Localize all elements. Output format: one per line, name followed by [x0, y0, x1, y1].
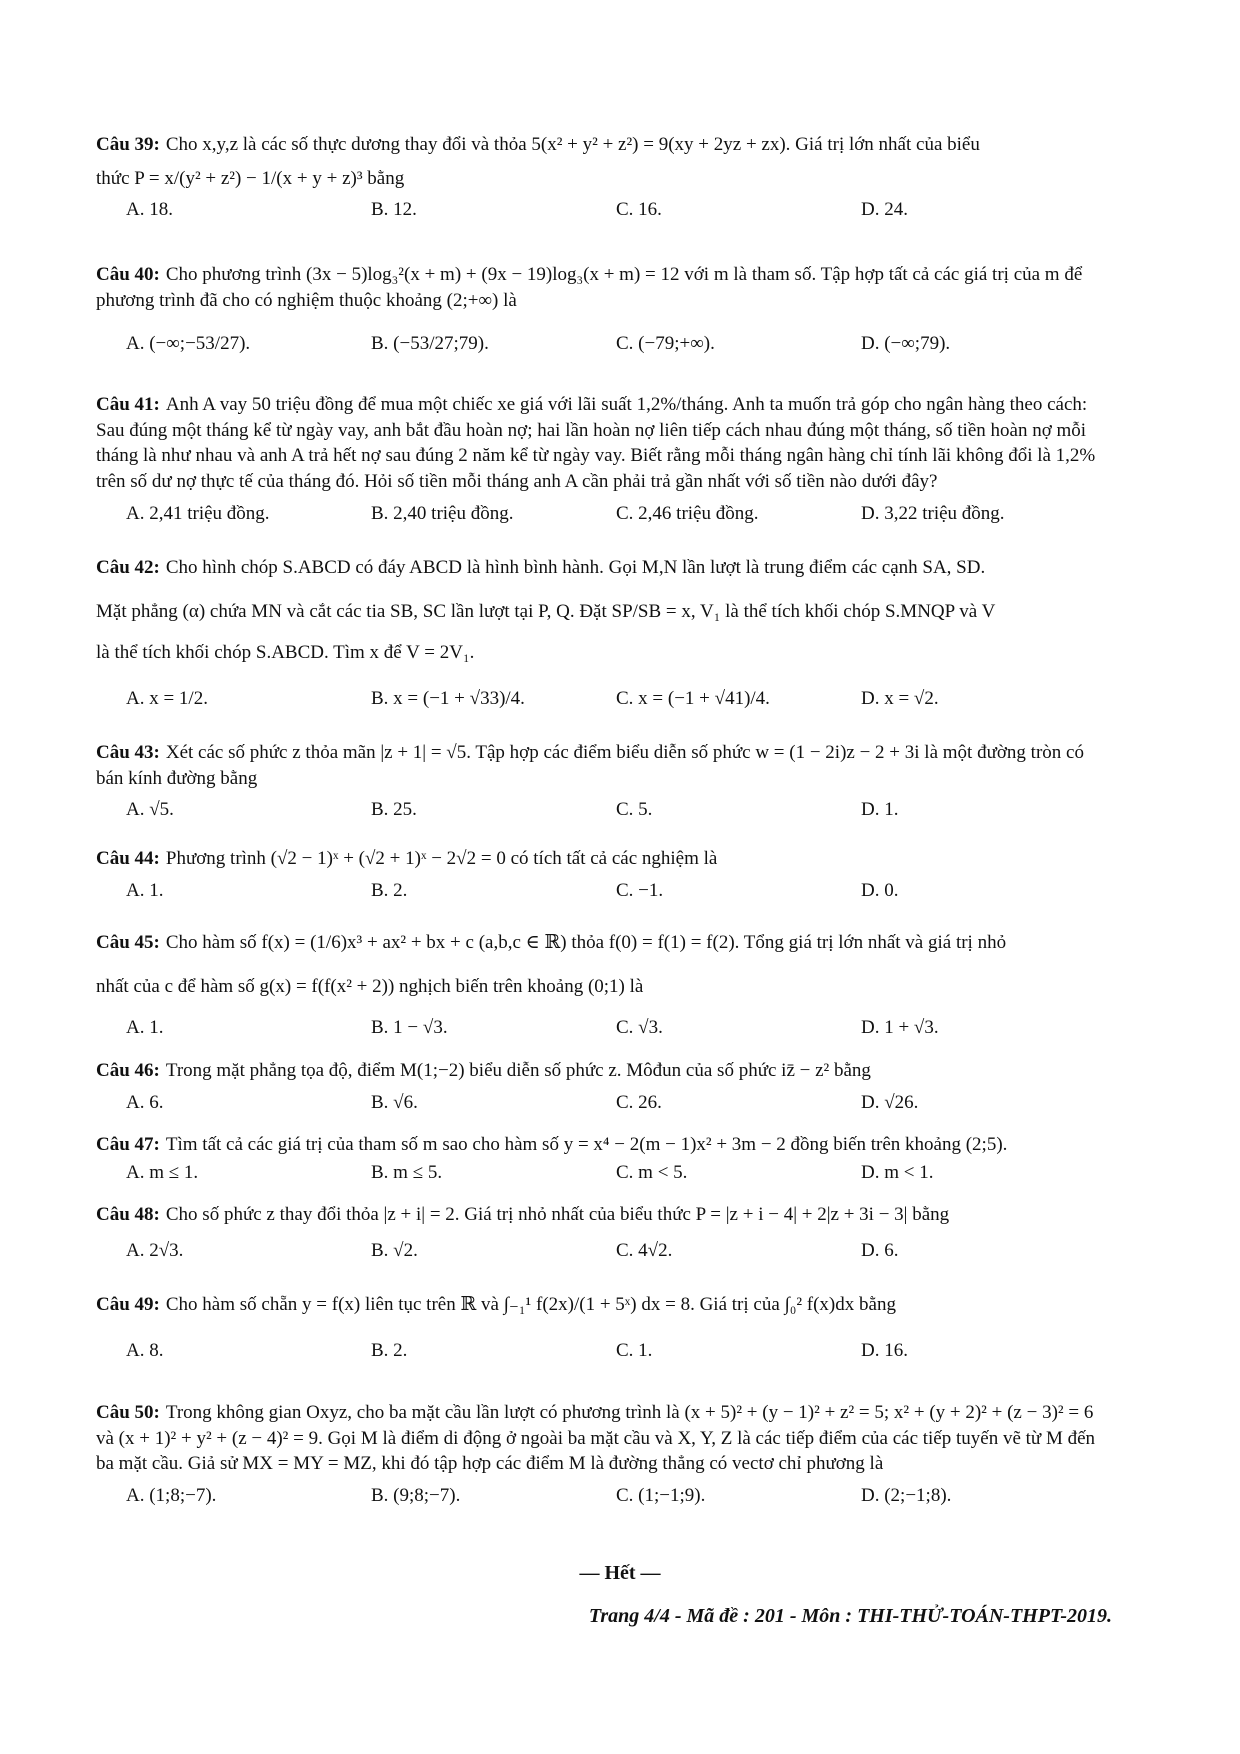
answer-options: [96, 686, 1106, 712]
question-text: Trong mặt phẳng tọa độ, điểm M(1;−2) biểu diễn số phức z. Môđun của số phức iz̄ − z² bằng: [165, 1060, 871, 1081]
question-42: [96, 555, 1106, 712]
question-text: Cho x,y,z là các số thực dương thay đổi và thỏa 5(x² + y² + z²) = 9(xy + 2yz + zx). Giá trị lớn nhất của biểu: [165, 134, 980, 155]
option-d: D. x = √2.: [861, 687, 939, 709]
question-label: Câu 43:: [96, 742, 160, 763]
question-label: Câu 42:: [96, 557, 160, 578]
question-45: [96, 930, 1106, 1041]
option-b: B. 2.: [371, 1339, 408, 1361]
question-39: [96, 132, 1106, 223]
option-c: C. m < 5.: [616, 1161, 688, 1183]
option-d: D. (2;−1;8).: [861, 1484, 952, 1506]
question-43: [96, 740, 1106, 823]
option-b: B. √2.: [371, 1239, 418, 1261]
question-text: Xét các số phức z thỏa mãn |z + 1| = √5. Tập hợp các điểm biểu diễn số phức w = (1 − 2i)z − 2 + 3i là một đường tròn có bán kính đường bằng: [96, 742, 1084, 789]
question-text: Cho số phức z thay đổi thỏa |z + i| = 2. Giá trị nhỏ nhất của biểu thức P = |z + i − 4| + 2|z + 3i − 3| bằng: [165, 1204, 950, 1225]
answer-options: [96, 878, 1106, 904]
question-label: Câu 41:: [96, 394, 160, 415]
answer-options: [96, 1015, 1106, 1041]
end-marker: — Hết —: [579, 1562, 661, 1584]
option-b: B. √6.: [371, 1091, 418, 1113]
answer-options: [96, 1338, 1106, 1364]
option-d: D. 1.: [861, 799, 899, 821]
option-d: D. 0.: [861, 879, 899, 901]
question-text-continued: Mặt phẳng (α) chứa MN và cắt các tia SB, SC lần lượt tại P, Q. Đặt SP/SB = x, V₁ là thể tích khối chóp S.MNQP và V: [96, 600, 996, 622]
option-a: A. (−∞;−53/27).: [126, 333, 251, 355]
question-text: Tìm tất cả các giá trị của tham số m sao cho hàm số y = x⁴ − 2(m − 1)x² + 3m − 2 đồng biến trên khoảng (2;5).: [165, 1134, 1008, 1155]
option-d: D. m < 1.: [861, 1161, 934, 1183]
option-b: B. m ≤ 5.: [371, 1161, 443, 1183]
answer-options: [96, 1483, 1106, 1509]
option-d: D. 16.: [861, 1339, 908, 1361]
option-d: D. (−∞;79).: [861, 333, 951, 355]
option-a: A. m ≤ 1.: [126, 1161, 199, 1183]
question-text: Cho phương trình (3x − 5)log₃²(x + m) + (9x − 19)log₃(x + m) = 12 với m là tham số. Tập hợp tất cả các giá trị của m để phương trình đã cho có nghiệm thuộc khoảng (2;+∞) là: [96, 264, 1083, 311]
question-label: Câu 50:: [96, 1402, 160, 1423]
option-c: C. x = (−1 + √41)/4.: [616, 687, 770, 709]
question-label: Câu 49:: [96, 1294, 160, 1315]
question-text: Anh A vay 50 triệu đồng để mua một chiếc xe giá với lãi suất 1,2%/tháng. Anh ta muốn trả góp cho ngân hàng theo cách: Sau đúng một tháng kể từ ngày vay, anh bắt đầu hoàn nợ; hai lần hoàn nợ liên tiếp cách nhau đúng một tháng, số tiền hoàn nợ mỗi tháng là như nhau và anh A trả hết nợ sau đúng 2 năm kể từ ngày vay. Biết rằng mỗi tháng ngân hàng chỉ tính lãi không đổi là 1,2% trên số dư nợ thực tế của tháng đó. Hỏi số tiền mỗi tháng anh A cần phải trả gần nhất với số tiền nào dưới đây?: [96, 394, 1096, 492]
question-label: Câu 46:: [96, 1060, 160, 1081]
option-c: C. (1;−1;9).: [616, 1484, 706, 1506]
question-label: Câu 45:: [96, 932, 160, 953]
answer-options: [96, 1238, 1106, 1264]
option-a: A. 18.: [126, 199, 173, 221]
option-b: B. 1 − √3.: [371, 1017, 448, 1039]
question-text-continued: nhất của c để hàm số g(x) = f(f(x² + 2)) nghịch biến trên khoảng (0;1) là: [96, 975, 644, 997]
option-c: C. √3.: [616, 1017, 663, 1039]
question-text: Cho hàm số chẵn y = f(x) liên tục trên ℝ và ∫₋₁¹ f(2x)/(1 + 5ˣ) dx = 8. Giá trị của ∫₀² f(x)dx bằng: [165, 1294, 896, 1315]
page-footer: Trang 4/4 - Mã đề : 201 - Môn : THI-THỬ-TOÁN-THPT-2019.: [588, 1605, 1112, 1627]
answer-options: [96, 331, 1106, 357]
option-d: D. 3,22 triệu đồng.: [861, 502, 1005, 524]
option-a: A. (1;8;−7).: [126, 1484, 217, 1506]
question-text: Cho hàm số f(x) = (1/6)x³ + ax² + bx + c (a,b,c ∈ ℝ) thỏa f(0) = f(1) = f(2). Tổng giá trị lớn nhất và giá trị nhỏ: [165, 932, 1007, 953]
question-label: Câu 47:: [96, 1134, 160, 1155]
option-a: A. 2√3.: [126, 1239, 184, 1261]
question-label: Câu 40:: [96, 264, 160, 285]
question-label: Câu 44:: [96, 848, 160, 869]
answer-options: [96, 197, 1106, 223]
question-label: Câu 39:: [96, 134, 160, 155]
question-text: Cho hình chóp S.ABCD có đáy ABCD là hình bình hành. Gọi M,N lần lượt là trung điểm các cạnh SA, SD.: [165, 557, 986, 578]
question-46: [96, 1058, 1106, 1115]
option-a: A. 6.: [126, 1091, 164, 1113]
option-b: B. (−53/27;79).: [371, 333, 489, 355]
option-c: C. (−79;+∞).: [616, 333, 715, 355]
option-d: D. √26.: [861, 1091, 919, 1113]
question-49: [96, 1292, 1106, 1363]
question-41: [96, 392, 1106, 526]
option-b: B. x = (−1 + √33)/4.: [371, 687, 525, 709]
option-c: C. −1.: [616, 879, 664, 901]
question-48: [96, 1202, 1106, 1263]
option-a: A. 2,41 triệu đồng.: [126, 502, 270, 524]
question-40: [96, 262, 1106, 357]
option-d: D. 6.: [861, 1239, 899, 1261]
answer-options: [96, 1160, 1106, 1186]
option-c: C. 2,46 triệu đồng.: [616, 502, 759, 524]
question-47: [96, 1132, 1106, 1185]
option-c: C. 5.: [616, 799, 653, 821]
option-b: B. 25.: [371, 799, 417, 821]
option-a: A. 1.: [126, 1017, 164, 1039]
option-b: B. 2,40 triệu đồng.: [371, 502, 514, 524]
answer-options: [96, 797, 1106, 823]
question-label: Câu 48:: [96, 1204, 160, 1225]
option-a: A. x = 1/2.: [126, 687, 208, 709]
option-c: C. 26.: [616, 1091, 662, 1113]
option-a: A. 1.: [126, 879, 164, 901]
option-b: B. (9;8;−7).: [371, 1484, 461, 1506]
option-b: B. 12.: [371, 199, 417, 221]
option-a: A. √5.: [126, 799, 174, 821]
option-c: C. 4√2.: [616, 1239, 673, 1261]
question-text: Trong không gian Oxyz, cho ba mặt cầu lần lượt có phương trình là (x + 5)² + (y − 1)² + z² = 5; x² + (y + 2)² + (z − 3)² = 6 và (x + 1)² + y² + (z − 4)² = 9. Gọi M là điểm di động ở ngoài ba mặt cầu và X, Y, Z là các tiếp điểm của các tiếp tuyến vẽ từ M đến ba mặt cầu. Giả sử MX = MY = MZ, khi đó tập hợp các điểm M là đường thẳng có vectơ chỉ phương là: [96, 1402, 1096, 1475]
question-50: [96, 1400, 1106, 1509]
question-text: Phương trình (√2 − 1)ˣ + (√2 + 1)ˣ − 2√2 = 0 có tích tất cả các nghiệm là: [165, 848, 718, 869]
question-44: [96, 846, 1106, 903]
option-c: C. 16.: [616, 199, 662, 221]
option-b: B. 2.: [371, 879, 408, 901]
question-text-continued-2: là thể tích khối chóp S.ABCD. Tìm x để V = 2V₁.: [96, 642, 475, 664]
option-d: D. 1 + √3.: [861, 1017, 939, 1039]
option-d: D. 24.: [861, 199, 908, 221]
question-text-continued: thức P = x/(y² + z²) − 1/(x + y + z)³ bằng: [96, 167, 405, 189]
answer-options: [96, 1090, 1106, 1116]
option-a: A. 8.: [126, 1339, 164, 1361]
answer-options: [96, 501, 1106, 527]
option-c: C. 1.: [616, 1339, 653, 1361]
